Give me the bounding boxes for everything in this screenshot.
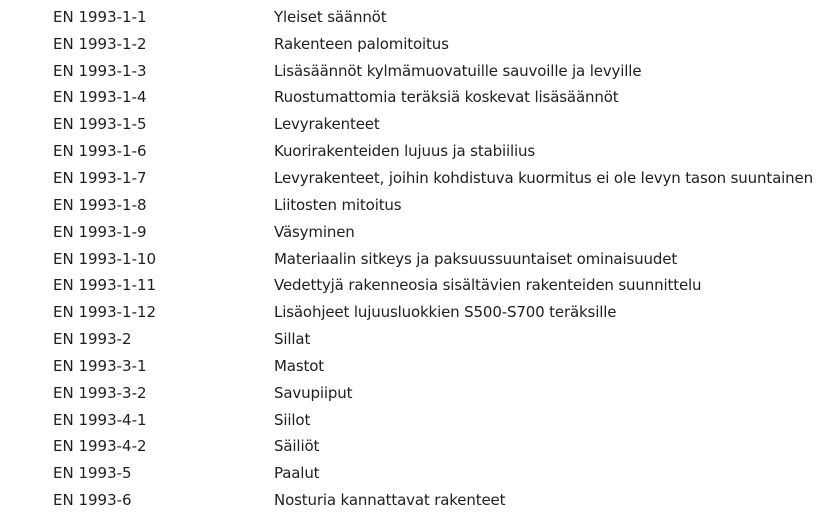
standard-title: Nosturia kannattavat rakenteet bbox=[274, 491, 506, 510]
list-item bbox=[0, 58, 830, 85]
list-item bbox=[0, 31, 830, 58]
list-item bbox=[0, 487, 830, 514]
standard-code: EN 1993-3-2 bbox=[53, 383, 147, 402]
standard-code: EN 1993-1-7 bbox=[53, 168, 147, 187]
list-item bbox=[0, 299, 830, 326]
standard-title: Yleiset säännöt bbox=[274, 7, 387, 26]
standard-title: Levyrakenteet, joihin kohdistuva kuormitus ei ole levyn tason suuntainen bbox=[274, 168, 813, 187]
list-item bbox=[0, 380, 830, 407]
standard-title: Sillat bbox=[274, 330, 311, 349]
list-item bbox=[0, 326, 830, 353]
standard-code: EN 1993-4-2 bbox=[53, 437, 147, 456]
list-item bbox=[0, 272, 830, 299]
list-item bbox=[0, 192, 830, 219]
standard-code: EN 1993-1-3 bbox=[53, 61, 147, 80]
standard-code: EN 1993-1-10 bbox=[53, 249, 157, 268]
standard-code: EN 1993-5 bbox=[53, 464, 132, 483]
list-item bbox=[0, 353, 830, 380]
standard-code: EN 1993-1-11 bbox=[53, 276, 157, 295]
standard-code: EN 1993-1-12 bbox=[53, 303, 157, 322]
standard-title: Vedettyjä rakenneosia sisältävien rakenteiden suunnittelu bbox=[274, 276, 702, 295]
list-item bbox=[0, 85, 830, 112]
standard-code: EN 1993-3-1 bbox=[53, 356, 147, 375]
standard-title: Liitosten mitoitus bbox=[274, 195, 402, 214]
standard-title: Materiaalin sitkeys ja paksuussuuntaiset ominaisuudet bbox=[274, 249, 678, 268]
standard-title: Lisäohjeet lujuusluokkien S500-S700 teräksille bbox=[274, 303, 617, 322]
standard-code: EN 1993-1-6 bbox=[53, 142, 147, 161]
standard-title: Paalut bbox=[274, 464, 320, 483]
list-item bbox=[0, 434, 830, 461]
list-item bbox=[0, 407, 830, 434]
standard-title: Mastot bbox=[274, 356, 324, 375]
standard-code: EN 1993-1-1 bbox=[53, 7, 147, 26]
list-item bbox=[0, 219, 830, 246]
standard-title: Savupiiput bbox=[274, 383, 353, 402]
standard-code: EN 1993-1-8 bbox=[53, 195, 147, 214]
standard-title: Lisäsäännöt kylmämuovatuille sauvoille ja levyille bbox=[274, 61, 642, 80]
list-item bbox=[0, 460, 830, 487]
list-item bbox=[0, 4, 830, 31]
list-item bbox=[0, 138, 830, 165]
standard-code: EN 1993-4-1 bbox=[53, 410, 147, 429]
standard-code: EN 1993-1-5 bbox=[53, 115, 147, 134]
standard-code: EN 1993-6 bbox=[53, 491, 132, 510]
standard-title: Siilot bbox=[274, 410, 311, 429]
standard-title: Levyrakenteet bbox=[274, 115, 380, 134]
list-item bbox=[0, 246, 830, 273]
standard-code: EN 1993-1-2 bbox=[53, 34, 147, 53]
standard-title: Kuorirakenteiden lujuus ja stabiilius bbox=[274, 142, 536, 161]
standard-code: EN 1993-1-9 bbox=[53, 222, 147, 241]
standard-title: Ruostumattomia teräksiä koskevat lisäsäännöt bbox=[274, 88, 619, 107]
standard-code: EN 1993-1-4 bbox=[53, 88, 147, 107]
standard-title: Rakenteen palomitoitus bbox=[274, 34, 449, 53]
list-item bbox=[0, 111, 830, 138]
list-item bbox=[0, 165, 830, 192]
standard-title: Väsyminen bbox=[274, 222, 355, 241]
standard-title: Säiliöt bbox=[274, 437, 320, 456]
standard-code: EN 1993-2 bbox=[53, 330, 132, 349]
